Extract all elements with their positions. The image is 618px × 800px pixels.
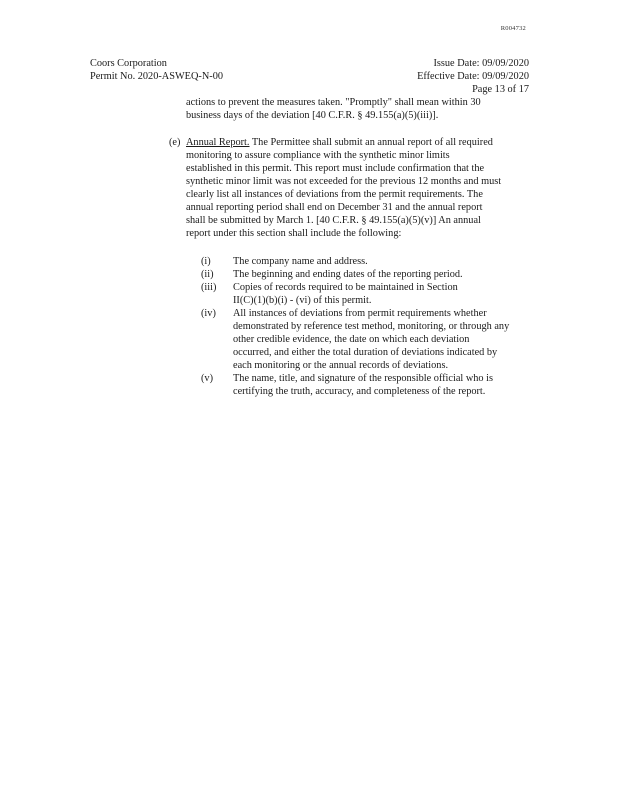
section-line: report under this section shall include the following: — [186, 228, 402, 239]
section-line: established in this permit. This report must include confirmation that the — [186, 163, 485, 174]
list-item: (i) The company name and address. — [201, 256, 368, 267]
continuation-paragraph — [186, 96, 531, 122]
section-label: (e) — [169, 137, 181, 148]
header-right — [417, 57, 529, 96]
continuation-line: business days of the deviation [40 C.F.R. § 49.155(a)(5)(iii)]. — [186, 110, 439, 121]
report-contents-list — [201, 255, 531, 398]
section-line: shall be submitted by March 1. [40 C.F.R. § 49.155(a)(5)(v)] An annual — [186, 215, 481, 226]
list-item-number: (v) — [201, 373, 214, 384]
list-item: (iii) Copies of records required to be maintained in Section II(C)(1)(b)(i) - (vi) of this permit. — [201, 282, 458, 306]
header-left — [90, 57, 223, 83]
section-line: Annual Report. The Permittee shall submit an annual report of all required — [186, 137, 493, 148]
list-item-number: (i) — [201, 256, 211, 267]
annual-report-section — [169, 136, 531, 240]
section-line: monitoring to assure compliance with the synthetic minor limits — [186, 150, 450, 161]
section-line: annual reporting period shall end on December 31 and the annual report — [186, 202, 483, 213]
bates-number: R004732 — [500, 25, 526, 32]
section-body — [186, 136, 531, 240]
list-item: (v) The name, title, and signature of the responsible official who is certifying the truth, accuracy, and completeness of the report. — [201, 373, 494, 397]
continuation-line: actions to prevent the measures taken. "Promptly" shall mean within 30 — [186, 97, 481, 108]
issue-date: Issue Date: 09/09/2020 — [433, 58, 529, 69]
company-name: Coors Corporation — [90, 58, 167, 69]
permit-number: Permit No. 2020-ASWEQ-N-00 — [90, 71, 223, 82]
list-item-number: (iii) — [201, 282, 217, 293]
page-number: Page 13 of 17 — [472, 84, 529, 95]
list-item-number: (ii) — [201, 269, 214, 280]
section-line: clearly list all instances of deviations from the permit requirements. The — [186, 189, 483, 200]
list-item: (iv) All instances of deviations from permit requirements whether demonstrated by reference test method, monitoring, or through any other credible evidence, the date on which each deviation occurred, and either the total duration of deviations indicated by each monitoring or the annual records of deviations. — [201, 308, 510, 371]
section-heading: Annual Report. — [186, 137, 250, 148]
list-item-number: (iv) — [201, 308, 216, 319]
section-line: synthetic minor limit was not exceeded for the previous 12 months and must — [186, 176, 502, 187]
list-item: (ii) The beginning and ending dates of the reporting period. — [201, 269, 463, 280]
effective-date: Effective Date: 09/09/2020 — [417, 71, 529, 82]
